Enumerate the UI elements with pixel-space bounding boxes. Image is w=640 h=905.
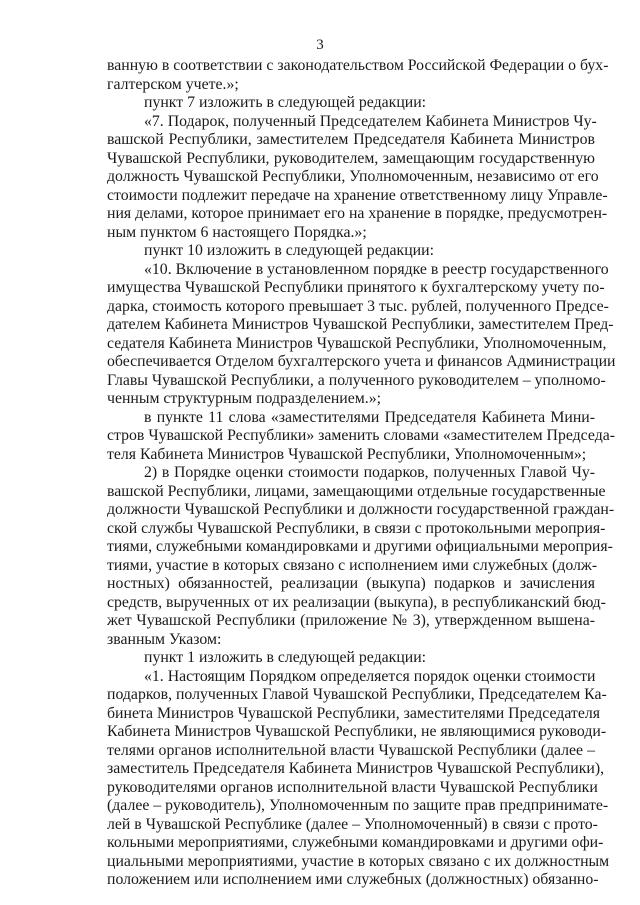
text-line: жет Чувашской Республики (приложение № 3), утвержденном вышена-	[107, 612, 595, 629]
text-line: средств, вырученных от их реализации (выкупа), в республиканский бюд-	[107, 593, 606, 611]
text-line: стоимости подлежит передаче на хранение ответственному лицу Управле-	[107, 186, 608, 204]
text-line: ностных) обязанностей, реализации (выкупа) подарков и зачисления	[107, 575, 595, 592]
text-line: пункт 1 изложить в следующей редакции:	[144, 649, 427, 666]
text-line: дарка, стоимость которого превышает 3 тыс. рублей, полученного Предсе-	[107, 297, 609, 315]
text-line: в пункте 11 слова «заместителями Председателя Кабинета Мини-	[144, 408, 595, 426]
text-line: вашской Республики, заместителем Председателя Кабинета Министров	[107, 131, 595, 148]
text-line: теля Кабинета Министров Чувашской Республики, Уполномоченным»;	[107, 445, 587, 463]
text-line: дателем Кабинета Министров Чувашской Республики, заместителем Пред-	[107, 316, 614, 333]
text-line: ванную в соответствии с законодательством Российской Федерации о бух-	[107, 57, 609, 74]
text-line: званным Указом:	[107, 630, 222, 648]
text-line: ным пунктом 6 настоящего Порядка.»;	[107, 223, 367, 241]
text-line: подарков, полученных Главой Чувашской Республики, Председателем Ка-	[107, 686, 607, 703]
text-line: руководителями органов исполнительной власти Чувашской Республики	[107, 778, 598, 796]
text-line: лей в Чувашской Республике (далее – Уполномоченный) в связи с прото-	[107, 815, 598, 833]
text-line: заместитель Председателя Кабинета Министров Чувашской Республики),	[107, 760, 605, 777]
page-number: 3	[316, 37, 324, 53]
text-line: телями органов исполнительной власти Чувашской Республики (далее –	[107, 741, 595, 759]
text-line: 2) в Порядке оценки стоимости подарков, полученных Главой Чу-	[144, 464, 595, 481]
text-line: (далее – руководитель), Уполномоченным по защите прав предпринимате-	[107, 797, 609, 814]
text-line: ния делами, которое принимает его на хранение в порядке, предусмотрен-	[107, 205, 608, 222]
text-line: имущества Чувашской Республики принятого к бухгалтерскому учету по-	[107, 279, 605, 296]
document-body	[107, 57, 616, 890]
text-line: ской службы Чувашской Республики, в связи с протокольными мероприя-	[107, 519, 606, 537]
text-line: положением или исполнением ими служебных (должностных) обязанно-	[107, 871, 599, 888]
text-line: циальными мероприятиями, участие в которых связано с их должностным	[107, 852, 610, 870]
text-line: вашской Республики, лицами, замещающими отдельные государственные	[107, 482, 606, 500]
text-line: обеспечивается Отделом бухгалтерского учета и финансов Администрации	[107, 353, 616, 370]
text-line: стров Чувашской Республики» заменить словами «заместителем Председа-	[107, 427, 615, 444]
text-line: пункт 10 изложить в следующей редакции:	[144, 242, 434, 259]
text-line: должность Чувашской Республики, Уполномоченным, независимо от его	[107, 168, 599, 185]
text-line: седателя Кабинета Министров Чувашской Республики, Уполномоченным,	[107, 334, 607, 352]
text-line: галтерском учете.»;	[107, 75, 239, 93]
text-line: Кабинета Министров Чувашской Республики, не являющимися руководи-	[107, 723, 607, 740]
text-line: «10. Включение в установленном порядке в реестр государственного	[144, 260, 609, 278]
text-line: «7. Подарок, полученный Председателем Кабинета Министров Чу-	[144, 112, 597, 130]
text-line: кольными мероприятиями, служебными командировками и другими офи-	[107, 834, 604, 851]
text-line: тиями, участие в которых связано с исполнением ими служебных (долж-	[107, 556, 598, 574]
text-line: Чувашской Республики, руководителем, замещающим государственную	[107, 149, 595, 167]
text-line: должности Чувашской Республики и должности государственной граждан-	[107, 501, 615, 518]
text-line: Главы Чувашской Республики, а полученного руководителем – уполномо-	[107, 371, 606, 389]
text-line: пункт 7 изложить в следующей редакции:	[144, 94, 427, 111]
text-line: тиями, служебными командировками и другими официальными мероприя-	[107, 538, 613, 555]
text-line: бинета Министров Чувашской Республики, заместителями Председателя	[107, 704, 600, 722]
text-line: «1. Настоящим Порядком определяется порядок оценки стоимости	[144, 667, 596, 685]
text-line: ченным структурным подразделением.»;	[107, 390, 381, 407]
